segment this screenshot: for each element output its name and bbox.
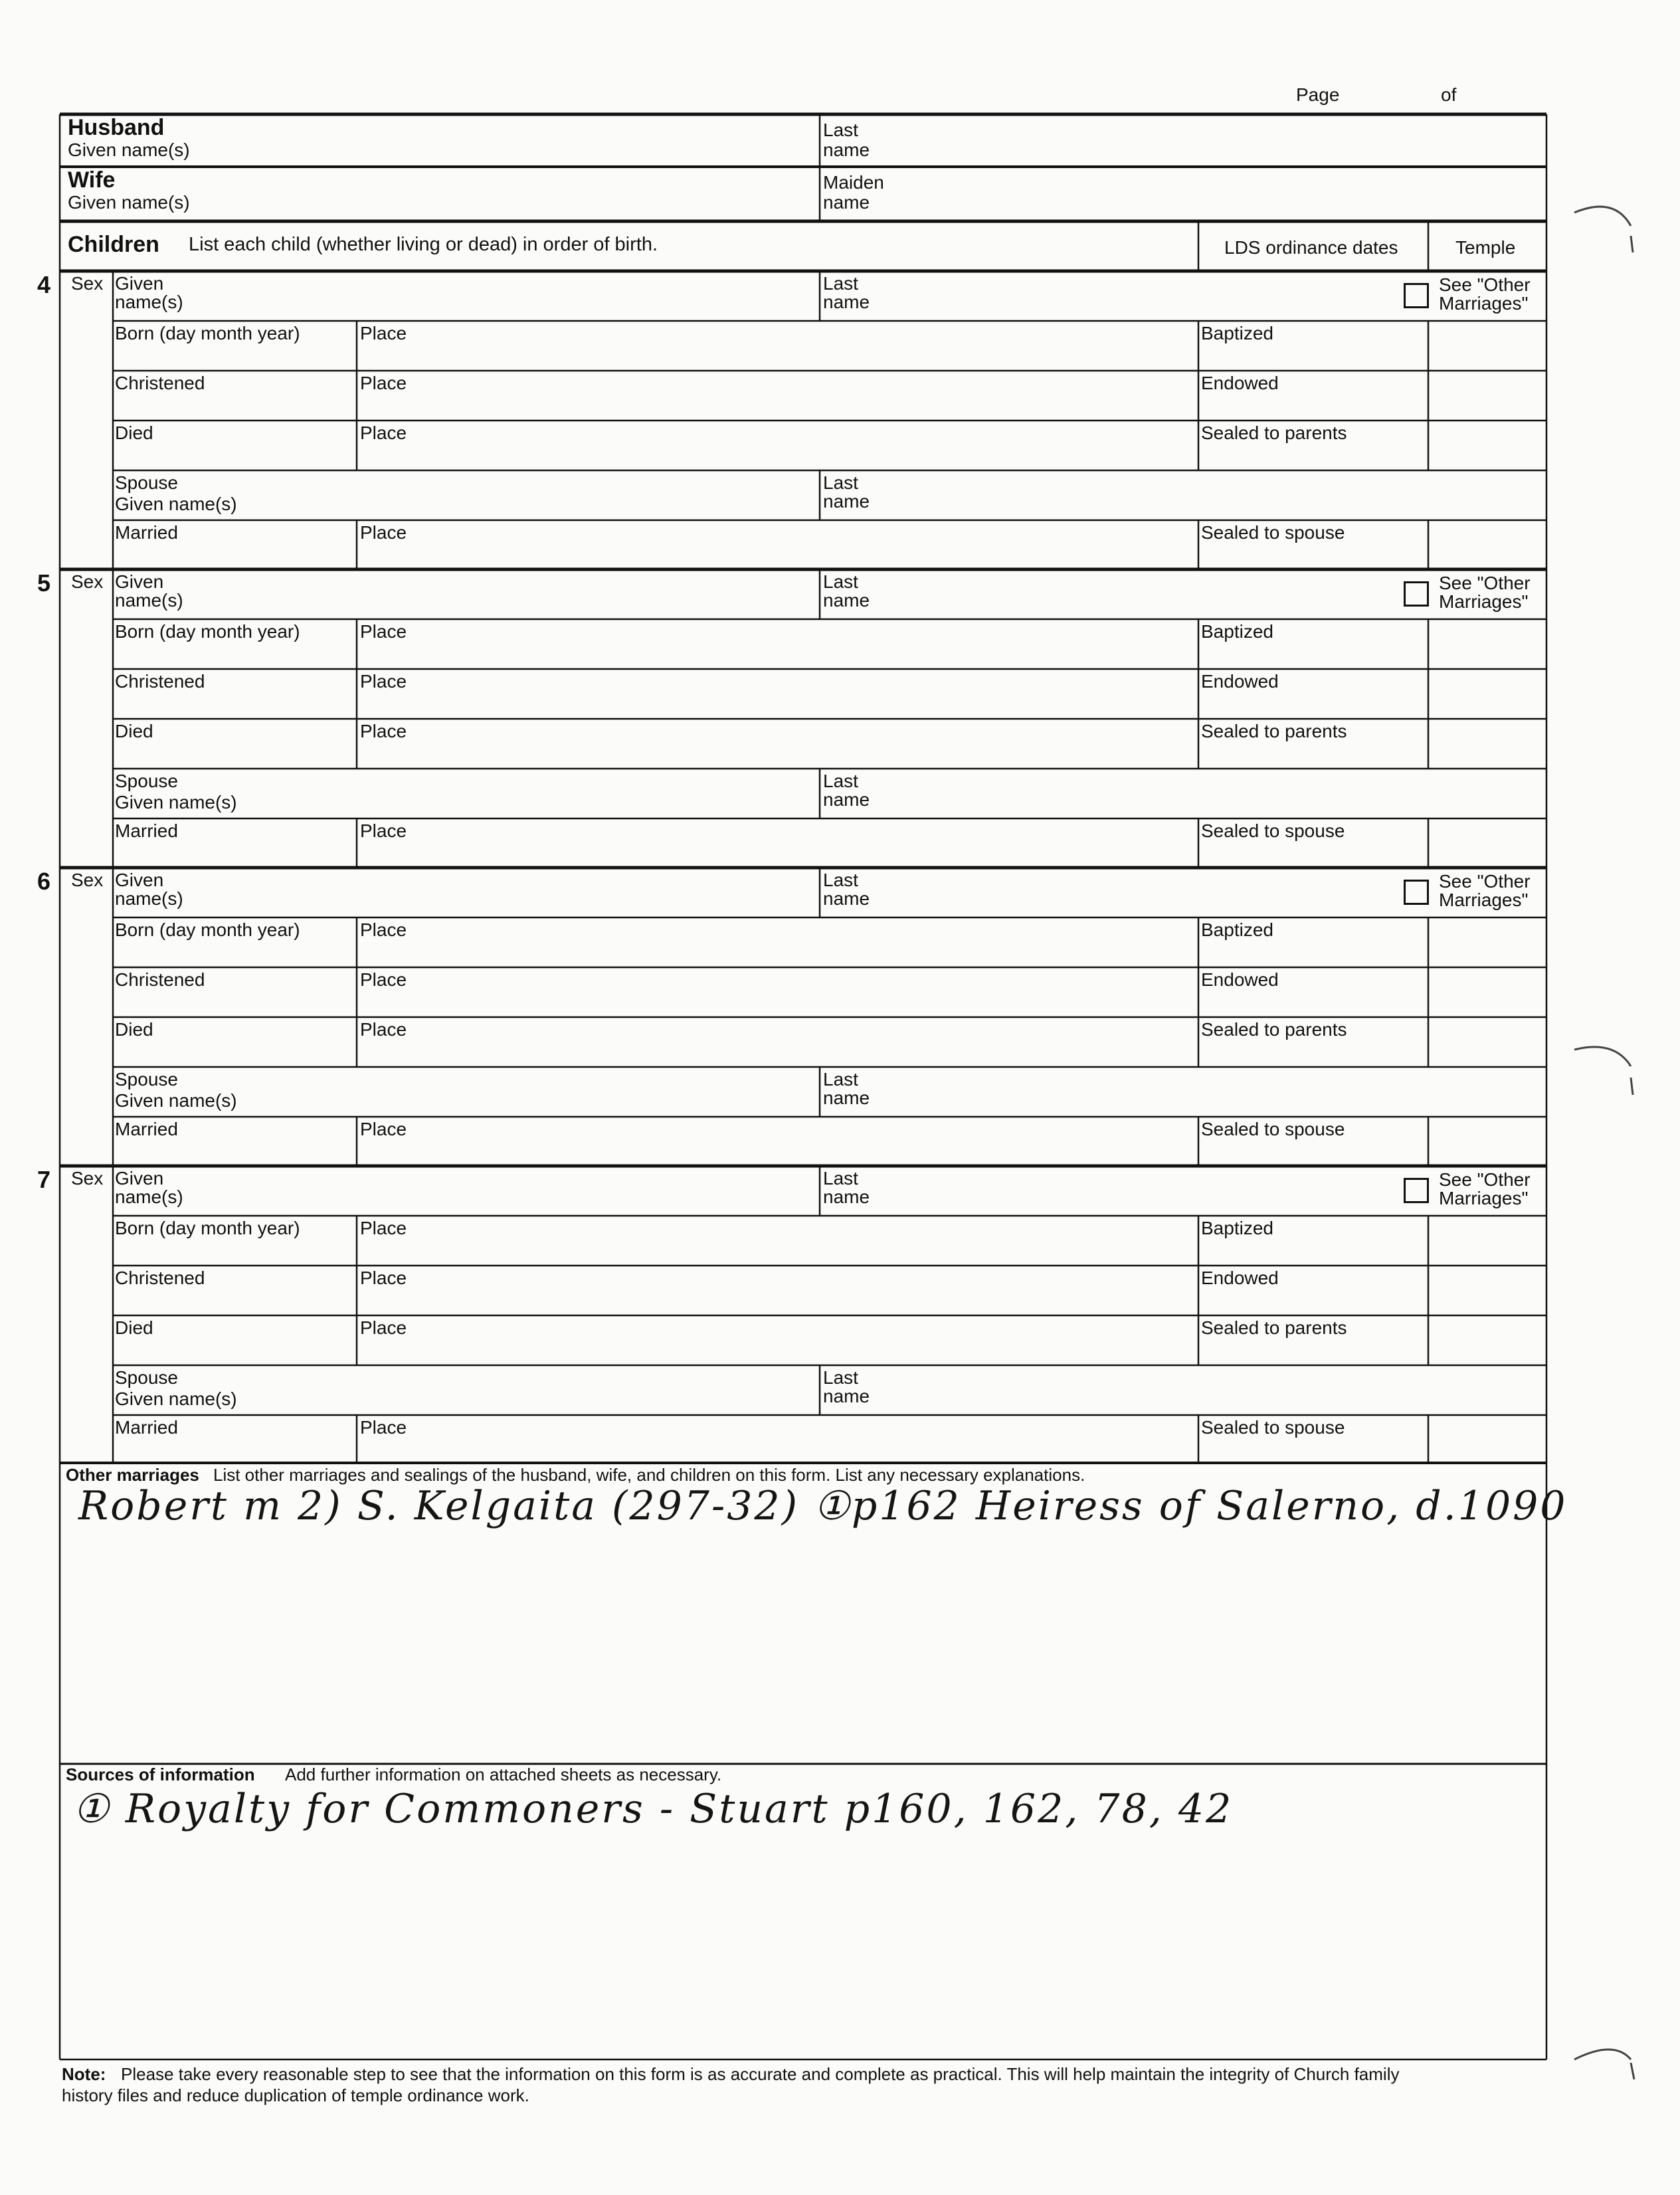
spouse-label: Spouse: [115, 771, 178, 791]
see-other-marriages-label-2: Marriages": [1439, 293, 1529, 314]
temple-label: Temple: [1455, 237, 1516, 258]
binder-hole-mark: [1568, 2033, 1647, 2113]
place-label: Place: [360, 1119, 407, 1139]
see-other-marriages-label-2: Marriages": [1439, 591, 1529, 612]
place-label: Place: [360, 969, 407, 990]
place-label: Place: [360, 423, 407, 443]
given-name-label-2: name(s): [115, 292, 183, 312]
sealed-to-spouse-label: Sealed to spouse: [1201, 522, 1345, 543]
spouse-last-label-2: name: [823, 491, 870, 512]
sources-title: Sources of information: [66, 1765, 255, 1784]
other-marriages-entry[interactable]: Robert m 2) S. Kelgaita (297-32) ①p162 Heiress of Salerno, d.1090: [78, 1483, 1568, 1529]
spouse-label: Spouse: [115, 1367, 178, 1388]
last-name-label-2: name: [823, 292, 870, 312]
given-name-label-2: name(s): [115, 888, 183, 909]
place-label: Place: [360, 919, 407, 940]
sealed-to-spouse-label: Sealed to spouse: [1201, 820, 1345, 841]
endowed-label: Endowed: [1201, 671, 1279, 692]
spouse-given-label: Given name(s): [115, 1090, 237, 1111]
died-label: Died: [115, 1317, 153, 1338]
spouse-last-label-2: name: [823, 1386, 870, 1406]
other-marriages-checkbox[interactable]: [1404, 581, 1429, 607]
married-label: Married: [115, 820, 178, 841]
endowed-label: Endowed: [1201, 969, 1279, 990]
sex-label: Sex: [71, 870, 104, 890]
husband-title: Husband: [68, 115, 165, 140]
last-name-label: Last: [823, 571, 858, 592]
spouse-label: Spouse: [115, 472, 178, 493]
born-label: Born (day month year): [115, 621, 300, 642]
other-marriages-checkbox[interactable]: [1404, 1178, 1429, 1203]
spouse-last-label: Last: [823, 1367, 858, 1388]
children-title: Children: [68, 232, 159, 257]
sealed-to-parents-label: Sealed to parents: [1201, 721, 1347, 741]
sources-entry[interactable]: ① Royalty for Commoners - Stuart p160, 162, 78, 42: [73, 1786, 1234, 1832]
christened-label: Christened: [115, 373, 205, 393]
given-name-label-2: name(s): [115, 590, 183, 611]
spouse-given-label: Given name(s): [115, 1388, 237, 1409]
spouse-given-label: Given name(s): [115, 792, 237, 812]
given-name-label: Given: [115, 1168, 164, 1189]
died-label: Died: [115, 423, 153, 443]
given-name-label: Given: [115, 571, 164, 592]
born-label: Born (day month year): [115, 919, 300, 940]
sources-instruction: Add further information on attached sheets as necessary.: [285, 1765, 722, 1784]
child-number: 5: [37, 569, 51, 597]
wife-maiden-label: Maiden: [823, 172, 884, 193]
place-label: Place: [360, 1317, 407, 1338]
see-other-marriages-label: See "Other: [1439, 871, 1531, 892]
sealed-to-parents-label: Sealed to parents: [1201, 1019, 1347, 1040]
born-label: Born (day month year): [115, 323, 300, 343]
other-marriages-title: Other marriages: [66, 1465, 199, 1485]
binder-hole-mark: [1568, 1036, 1647, 1116]
wife-given-label: Given name(s): [68, 192, 190, 213]
spouse-label: Spouse: [115, 1069, 178, 1090]
married-label: Married: [115, 1119, 178, 1139]
note-line-1: Please take every reasonable step to see that the information on this form is as accurate and complete as practical. This will help maintain the integrity of Church family: [121, 2064, 1400, 2084]
given-name-label: Given: [115, 273, 164, 294]
children-instruction: List each child (whether living or dead) in order of birth.: [189, 234, 658, 255]
see-other-marriages-label: See "Other: [1439, 573, 1531, 593]
husband-given-label: Given name(s): [68, 140, 190, 160]
died-label: Died: [115, 721, 153, 741]
given-name-label-2: name(s): [115, 1187, 183, 1207]
see-other-marriages-label-2: Marriages": [1439, 1188, 1529, 1208]
place-label: Place: [360, 1218, 407, 1238]
place-label: Place: [360, 1417, 407, 1438]
last-name-label: Last: [823, 870, 858, 890]
place-label: Place: [360, 820, 407, 841]
last-name-label: Last: [823, 273, 858, 294]
christened-label: Christened: [115, 969, 205, 990]
binder-hole-mark: [1568, 193, 1647, 272]
endowed-label: Endowed: [1201, 373, 1279, 393]
spouse-last-label: Last: [823, 771, 858, 791]
sealed-to-spouse-label: Sealed to spouse: [1201, 1119, 1345, 1139]
married-label: Married: [115, 522, 178, 543]
place-label: Place: [360, 1268, 407, 1288]
baptized-label: Baptized: [1201, 323, 1273, 343]
place-label: Place: [360, 1019, 407, 1040]
place-label: Place: [360, 671, 407, 692]
other-marriages-checkbox[interactable]: [1404, 880, 1429, 905]
lds-ordinance-label: LDS ordinance dates: [1224, 237, 1398, 258]
note-line-2: history files and reduce duplication of temple ordinance work.: [62, 2085, 529, 2105]
sealed-to-parents-label: Sealed to parents: [1201, 1317, 1347, 1338]
place-label: Place: [360, 721, 407, 741]
last-name-label-2: name: [823, 888, 870, 909]
baptized-label: Baptized: [1201, 1218, 1273, 1238]
place-label: Place: [360, 323, 407, 343]
born-label: Born (day month year): [115, 1218, 300, 1238]
sex-label: Sex: [71, 571, 104, 592]
wife-title: Wife: [68, 167, 116, 193]
husband-last-label-2: name: [823, 140, 870, 160]
baptized-label: Baptized: [1201, 919, 1273, 940]
place-label: Place: [360, 522, 407, 543]
other-marriages-instruction: List other marriages and sealings of the husband, wife, and children on this form. List any necessary explanations.: [213, 1465, 1085, 1485]
sealed-to-spouse-label: Sealed to spouse: [1201, 1417, 1345, 1438]
place-label: Place: [360, 621, 407, 642]
spouse-last-label: Last: [823, 472, 858, 493]
spouse-last-label-2: name: [823, 789, 870, 810]
spouse-given-label: Given name(s): [115, 494, 237, 514]
sealed-to-parents-label: Sealed to parents: [1201, 423, 1347, 443]
last-name-label-2: name: [823, 590, 870, 611]
married-label: Married: [115, 1417, 178, 1438]
page-label: Page: [1296, 84, 1340, 105]
endowed-label: Endowed: [1201, 1268, 1279, 1288]
baptized-label: Baptized: [1201, 621, 1273, 642]
of-label: of: [1441, 84, 1457, 105]
sex-label: Sex: [71, 1168, 104, 1189]
note-title: Note:: [62, 2064, 106, 2084]
wife-maiden-label-2: name: [823, 192, 870, 213]
child-number: 6: [37, 868, 51, 895]
child-number: 7: [37, 1166, 51, 1193]
other-marriages-checkbox[interactable]: [1404, 283, 1429, 308]
husband-last-label: Last: [823, 120, 858, 140]
last-name-label: Last: [823, 1168, 858, 1189]
child-number: 4: [37, 271, 51, 298]
christened-label: Christened: [115, 671, 205, 692]
spouse-last-label: Last: [823, 1069, 858, 1090]
place-label: Place: [360, 373, 407, 393]
died-label: Died: [115, 1019, 153, 1040]
see-other-marriages-label: See "Other: [1439, 274, 1531, 295]
see-other-marriages-label-2: Marriages": [1439, 890, 1529, 910]
spouse-last-label-2: name: [823, 1088, 870, 1108]
sex-label: Sex: [71, 273, 104, 294]
given-name-label: Given: [115, 870, 164, 890]
last-name-label-2: name: [823, 1187, 870, 1207]
see-other-marriages-label: See "Other: [1439, 1169, 1531, 1190]
christened-label: Christened: [115, 1268, 205, 1288]
